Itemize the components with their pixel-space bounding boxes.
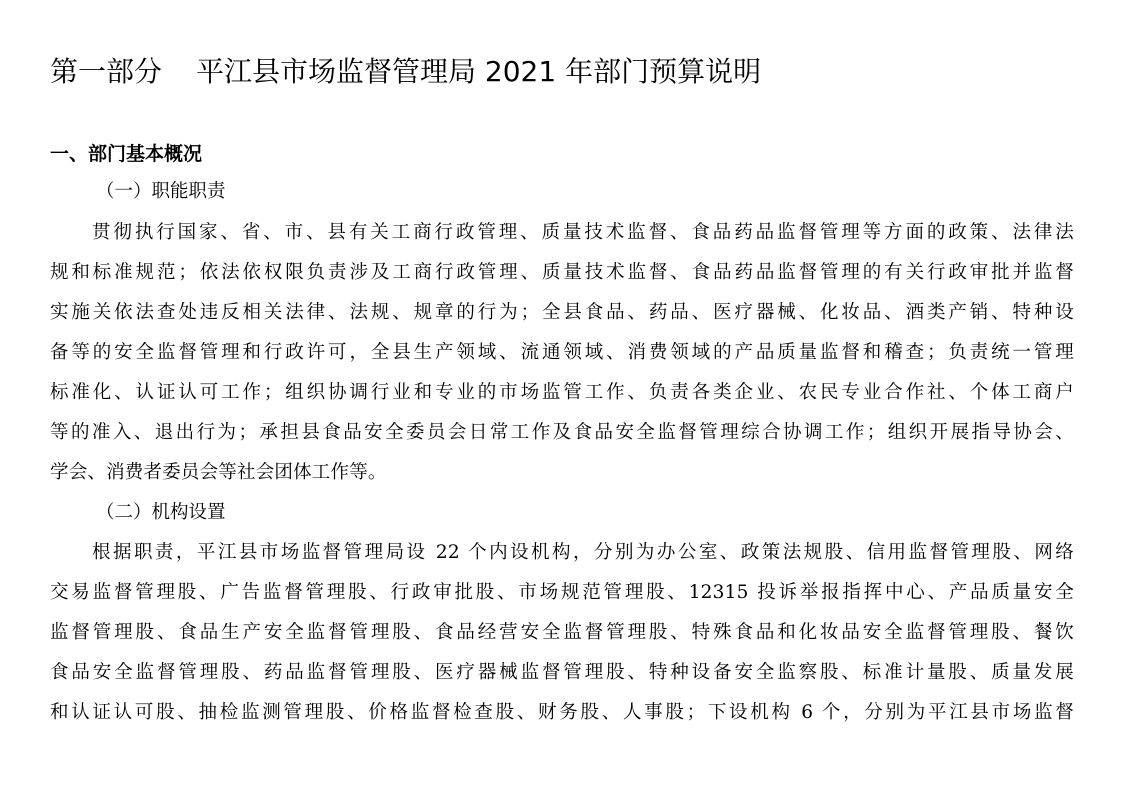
paragraph-line: 标准化、认证认可工作；组织协调行业和专业的市场监管工作、负责各类企业、农民专业合作社、个体工商户 xyxy=(50,382,1074,403)
paragraph-line: 备等的安全监督管理和行政许可，全县生产领域、流通领域、消费领域的产品质量监督和稽查；负责统一管理 xyxy=(50,342,1074,363)
paragraph-line: 贯彻执行国家、省、市、县有关工商行政管理、质量技术监督、食品药品监督管理等方面的政策、法律法 xyxy=(92,222,1074,243)
paragraph-line: 实施关依法查处违反相关法律、法规、规章的行为；全县食品、药品、医疗器械、化妆品、酒类产销、特种设 xyxy=(50,302,1074,323)
section-heading-basic-overview: 一、部门基本概况 xyxy=(50,143,203,165)
subsection-heading-duties: （一）职能职责 xyxy=(96,181,226,202)
paragraph-line: 根据职责，平江县市场监督管理局设 22 个内设机构，分别为办公室、政策法规股、信用监督管理股、网络 xyxy=(92,542,1074,563)
title-main: 平江县市场监督管理局 2021 年部门预算说明 xyxy=(196,55,762,88)
paragraph-line: 规和标准规范；依法依权限负责涉及工商行政管理、质量技术监督、食品药品监督管理的有关行政审批并监督 xyxy=(50,262,1074,283)
title-part: 第一部分 xyxy=(50,55,163,88)
paragraph-line: 和认证认可股、抽检监测管理股、价格监督检查股、财务股、人事股；下设机构 6 个，分别为平江县市场监督 xyxy=(50,702,1074,723)
paragraph-line: 交易监督管理股、广告监督管理股、行政审批股、市场规范管理股、12315 投诉举报指挥中心、产品质量安全 xyxy=(50,582,1074,603)
paragraph-line: 学会、消费者委员会等社会团体工作等。 xyxy=(50,462,387,483)
paragraph-line: 食品安全监督管理股、药品监督管理股、医疗器械监督管理股、特种设备安全监察股、标准计量股、质量发展 xyxy=(50,662,1074,683)
paragraph-line: 等的准入、退出行为；承担县食品安全委员会日常工作及食品安全监督管理综合协调工作；组织开展指导协会、 xyxy=(50,422,1074,443)
subsection-heading-organization: （二）机构设置 xyxy=(96,502,226,523)
paragraph-line: 监督管理股、食品生产安全监督管理股、食品经营安全监督管理股、特殊食品和化妆品安全监督管理股、餐饮 xyxy=(50,622,1074,643)
document-title xyxy=(50,52,761,92)
